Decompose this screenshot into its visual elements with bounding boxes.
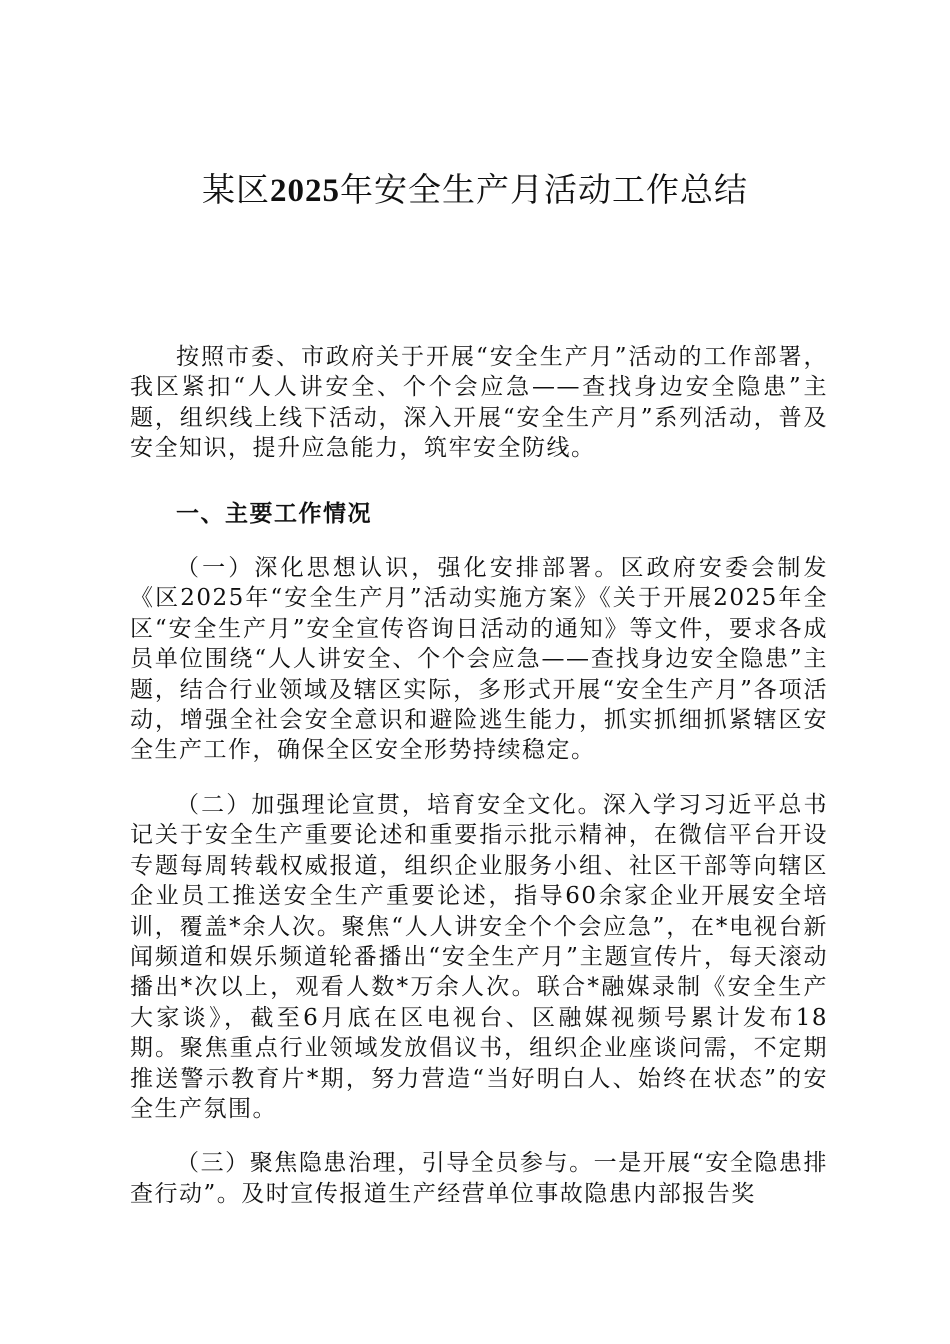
body-paragraph: （二）加强理论宣贯，培育安全文化。深入学习习近平总书记关于安全生产重要论述和重要指示批示精神，在微信平台开设专题每周转载权威报道，组织企业服务小组、社区干部等向辖区企业员工推送安全生产重要论述，指导60余家企业开展安全培训，覆盖*余人次。聚焦“人人讲安全个个会应急”，在*电视台新闻频道和娱乐频道轮番播出“安全生产月”主题宣传片，每天滚动播出*次以上，观看人数*万余人次。联合*融媒录制《安全生产大家谈》，截至6月底在区电视台、区融媒视频号累计发布18期。聚焦重点行业领域发放倡议书，组织企业座谈问需，不定期推送警示教育片*期，努力营造“当好明白人、始终在状态”的安全生产氛围。: [130, 791, 828, 1122]
document-body: [130, 342, 828, 1209]
section-heading: 一、主要工作情况: [176, 500, 372, 527]
title-year: 2025: [270, 173, 340, 209]
spacer: [130, 464, 828, 499]
intro-paragraph: 按照市委、市政府关于开展“安全生产月”活动的工作部署，我区紧扣“人人讲安全、个个会应急——查找身边安全隐患”主题，组织线上线下活动，深入开展“安全生产月”系列活动，普及安全知识，提升应急能力，筑牢安全防线。: [130, 344, 828, 462]
title-prefix: 某区: [202, 170, 270, 209]
body-paragraph: （三）聚焦隐患治理，引导全员参与。一是开展“安全隐患排查行动”。及时宣传报道生产经营单位事故隐患内部报告奖: [130, 1150, 828, 1207]
title-suffix: 年安全生产月活动工作总结: [340, 170, 748, 209]
spacer: [130, 529, 828, 553]
spacer: [130, 1124, 828, 1148]
body-paragraph: （一）深化思想认识，强化安排部署。区政府安委会制发《区2025年“安全生产月”活动实施方案》《关于开展2025年全区“安全生产月”安全宣传咨询日活动的通知》等文件，要求各成员单位围绕“人人讲安全、个个会应急——查找身边安全隐患”主题，结合行业领域及辖区实际，多形式开展“安全生产月”各项活动，增强全社会安全意识和避险逃生能力，抓实抓细抓紧辖区安全生产工作，确保全区安全形势持续稳定。: [130, 555, 828, 764]
document-title: [0, 168, 950, 213]
spacer: [130, 766, 828, 790]
